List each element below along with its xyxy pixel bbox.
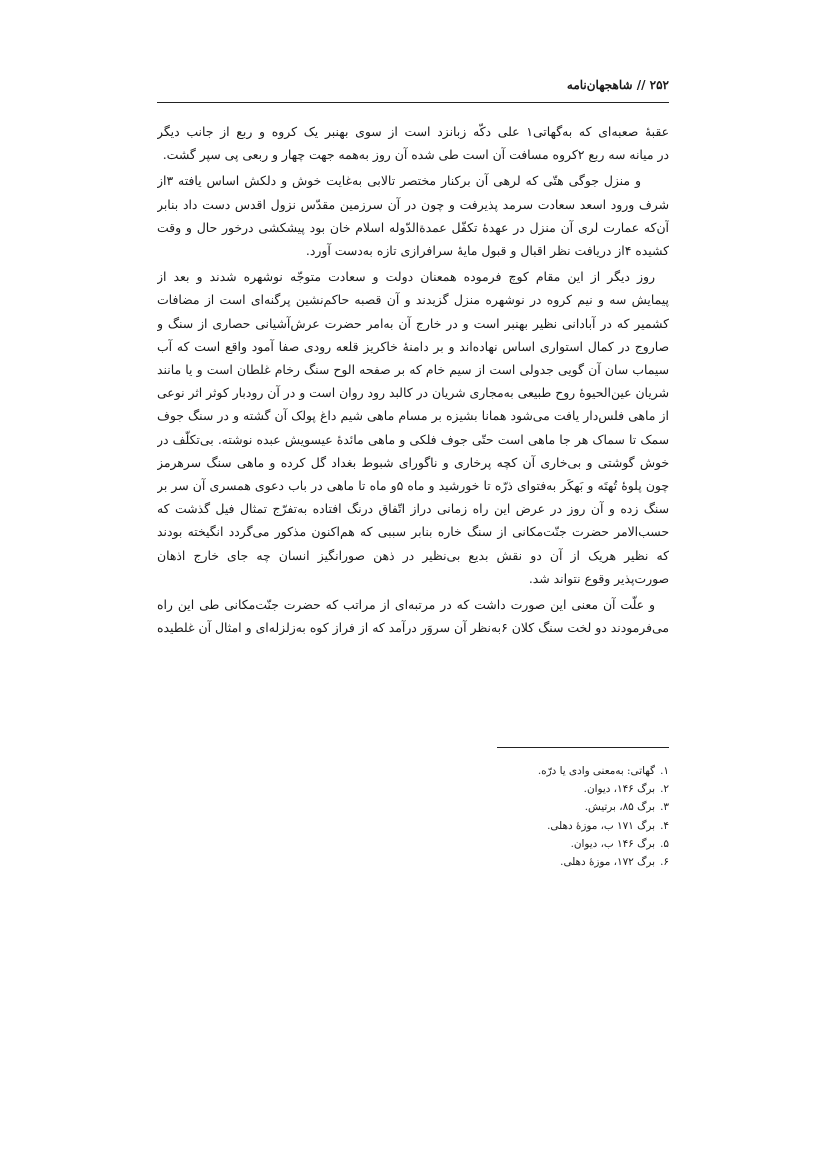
footnotes xyxy=(400,762,669,871)
paragraph xyxy=(157,169,669,262)
text-line: در میانه سه ربع ۲کروه مسافت آن است طی شده آن روز به‌همه جهت چهار و ربعی پی سپر گشت. xyxy=(162,147,669,163)
footnote-number: ۱. xyxy=(660,765,669,777)
text-line: شرف ورود اسعد سعادت سرمد پذیرفت و چون در آن سرزمین مقدّس نزول اقدس دست داد بنابر xyxy=(157,196,669,212)
text-line: و علّت آن معنی این صورت داشت که در مرتبه‌ای از مراتب که حضرت جنّت‌مکانی طی این راه xyxy=(157,597,655,613)
footnote-text: گهاتی: به‌معنی وادی یا درّه. xyxy=(537,765,655,777)
footnote-number: ۵. xyxy=(660,837,669,850)
footnote-item xyxy=(400,780,669,798)
footnote-text: برگ ۱۷۲، موزهٔ دهلی. xyxy=(560,856,655,869)
text-line: عقبهٔ صعبه‌ای که به‌گهاتی۱ علی دکّه زبانزد است از سوی بهنبر یک کروه و ربع از جانب دیگر xyxy=(157,124,669,139)
text-line: پیمایش سه و نیم کروه در نوشهره منزل گزیدند و آن قصبه حاکم‌نشین پرگنه‌ای است از مضافات xyxy=(157,292,669,308)
text-line: سنگ زده و آن روز در عرض این راه زمانی دراز اتّفاق درنگ افتاده به‌تفرّج تمثال فیل گذشت که xyxy=(157,501,669,517)
footnote-number: ۴. xyxy=(660,819,669,832)
footnote-number: ۶. xyxy=(660,856,669,869)
text-line: حسب‌الامر حضرت جنّت‌مکانی از سنگ خاره بنابر سببی که هم‌اکنون مذکور می‌گردد انگیخته بودند xyxy=(157,524,669,540)
text-line: می‌فرمودند دو لخت سنگ کلان ۶به‌نظر آن سروَر درآمد که از فراز کوه به‌زلزله‌ای و امثال آن غلطیده xyxy=(157,620,669,636)
text-line: روز دیگر از این مقام کوچ فرموده همعنان دولت و سعادت متوجّه نوشهره شدند و بعد از xyxy=(157,269,655,285)
footnote-item xyxy=(400,853,669,871)
footnote-text: برگ ۱۴۶، دیوان. xyxy=(583,783,655,796)
text-line: آن‌که عمارت لری آن منزل در عهدهٔ تکفّل عمدة‌الدّوله اسلام خان بود پیشکشی درخور حال و وقت xyxy=(157,219,669,235)
text-line: و منزل جوگی هتّی که لرهی آن برکنار مختصر تالابی به‌غایت خوش و دلکش اساس یافته ۳از xyxy=(157,173,641,189)
text-line: صاروج در کمال استواری اساس نهاده‌اند و بر دامنهٔ خاکریز قلعه رودی صفا آمود واقع است که آب xyxy=(157,338,669,354)
footnote-number: ۲. xyxy=(660,783,669,796)
footnote-text: برگ ۱۷۱ ب، موزهٔ دهلی. xyxy=(547,819,655,832)
header-title: ۲۵۲ // شاهجهان‌نامه xyxy=(566,78,669,92)
text-line: که نظیر هریک از آن دو نقش بدیع بی‌نظیر در ذهن صورانگیز انسان چه جای خارج اذهان xyxy=(157,547,669,563)
paragraph xyxy=(157,593,669,639)
text-line: شریان عین‌الحیوهٔ روح طبیعی به‌مجاری شریان در کالبد رود روان است و در آن رودبار کوثر اثر نوعی xyxy=(157,385,669,401)
footnote-divider xyxy=(497,747,669,748)
footnote-item xyxy=(400,762,669,780)
footnote-item xyxy=(400,817,669,835)
footnote-item xyxy=(400,835,669,853)
footnote-item xyxy=(400,798,669,816)
paragraph xyxy=(157,265,669,590)
text-line: از ماهی فلس‌دار یافت می‌شود همانا بشیزه بر مسام ماهی شیم داغ پولک آن گشته و در سنگ جوف xyxy=(157,408,669,424)
text-line: کشیده ۴از دریافت نظر اقبال و قبول مایهٔ سرافرازی تازه به‌دست آورد. xyxy=(305,243,669,259)
footnote-number: ۳. xyxy=(660,801,669,814)
text-line: صورت‌پذیر وقوع نتواند شد. xyxy=(528,570,669,586)
body-text xyxy=(157,120,669,639)
text-line: کشمیر که در آبادانی نظیر بهنبر است و در خارج آن به‌امر حضرت عرش‌آشیانی حصاری از سنگ و xyxy=(157,315,669,331)
footnote-text: برگ ۱۴۶ ب، دیوان. xyxy=(570,837,655,850)
running-header xyxy=(157,76,669,103)
text-line: سیماب سان آن گویی جدولی است از سیم خام که بر صفحه الوح سنگ رخام غلطان است و یا مانند xyxy=(157,362,669,378)
text-line: چون پلوهٔ تُهتَه و بَهکَر به‌فتوای ذرّه تا خورشید و ماه ۵و ماه تا ماهی در باب دعوی همسری آن سر بر xyxy=(157,478,669,494)
paragraph xyxy=(157,120,669,166)
footnote-text: برگ ۸۵، برتیش. xyxy=(584,801,655,814)
text-line: سمک تا سماک هر جا ماهی است حتّی جوف فلکی و ماهی مائدهٔ عیسویش عبده نوشته. بی‌تکلّف در xyxy=(157,431,669,447)
text-line: خوش گوشتی و بی‌خاری آن کچه پرخاری و ناگورای شبوط بغداد گل کرده و ماهی سنگ سرهرمز xyxy=(157,454,669,470)
